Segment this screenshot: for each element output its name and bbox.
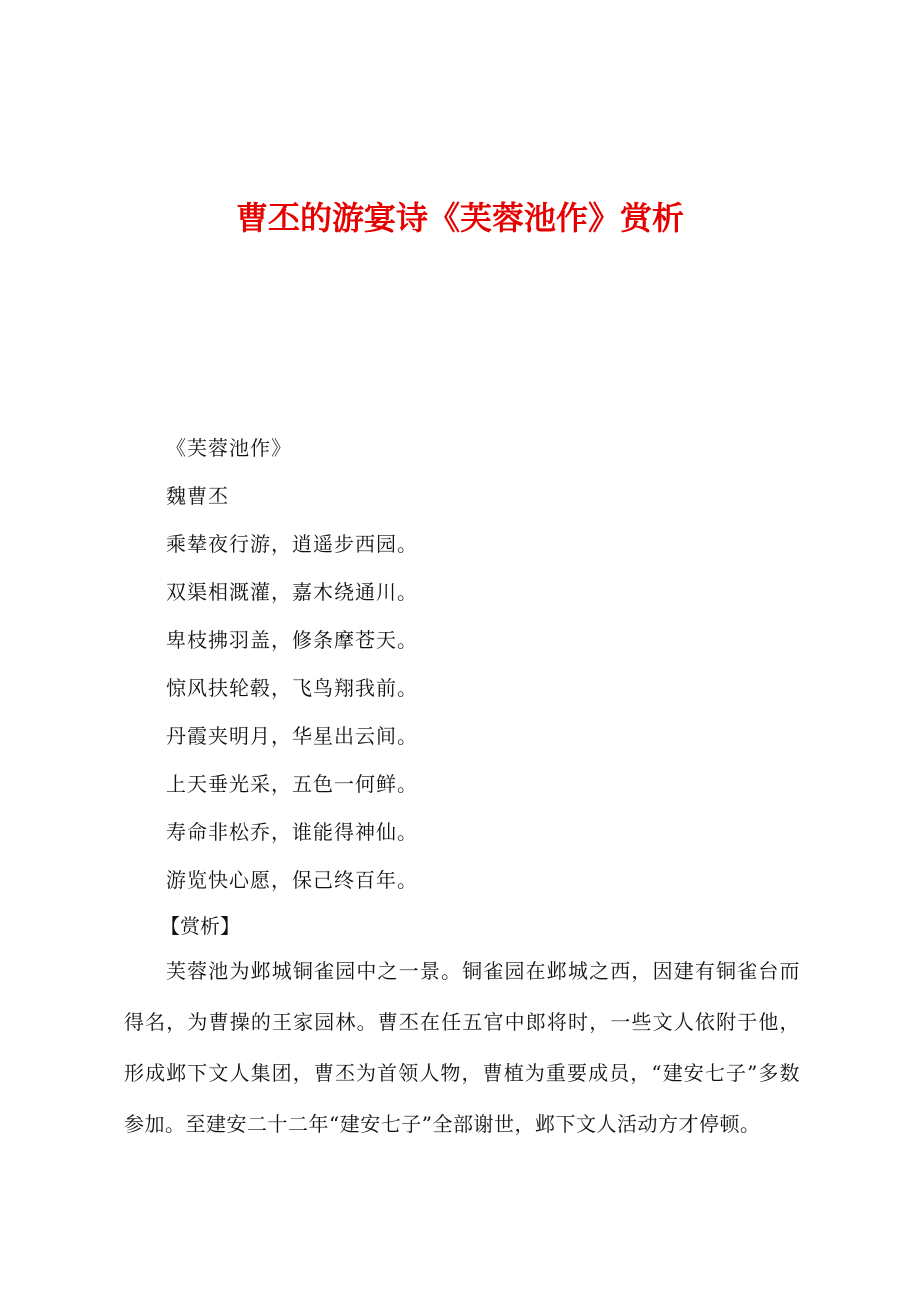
- poem-line: 游览快心愿，保己终百年。: [166, 868, 418, 892]
- analysis-paragraph: 芙蓉池为邺城铜雀园中之一景。铜雀园在邺城之西，因建有铜雀台而得名，为曹操的王家园林。曹丕在任五官中郎将时，一些文人依附于他，形成邺下文人集团，曹丕为首领人物，曹植为重要成员，“建安七子”多数参加。至建安二十二年“建安七子”全部谢世，邺下文人活动方才停顿。: [124, 959, 800, 1136]
- poem-name: 《芙蓉池作》: [166, 436, 292, 460]
- analysis-heading: 【赏析】: [160, 914, 240, 938]
- poem-line: 上天垂光采，五色一何鲜。: [166, 772, 418, 796]
- poem-line: 寿命非松乔，谁能得神仙。: [166, 820, 418, 844]
- page-title: 曹丕的游宴诗《芙蓉池作》赏析: [235, 199, 684, 237]
- poem-line: 惊风扶轮毂，飞鸟翔我前。: [166, 676, 418, 700]
- poem-line: 双渠相溉灌，嘉木绕通川。: [166, 580, 418, 604]
- poem-line: 卑枝拂羽盖，修条摩苍天。: [166, 628, 418, 652]
- poem-line: 丹霞夹明月，华星出云间。: [166, 724, 418, 748]
- poem-block: [166, 424, 806, 904]
- poem-author: 魏曹丕: [166, 484, 229, 508]
- poem-line: 乘辇夜行游，逍遥步西园。: [166, 532, 418, 556]
